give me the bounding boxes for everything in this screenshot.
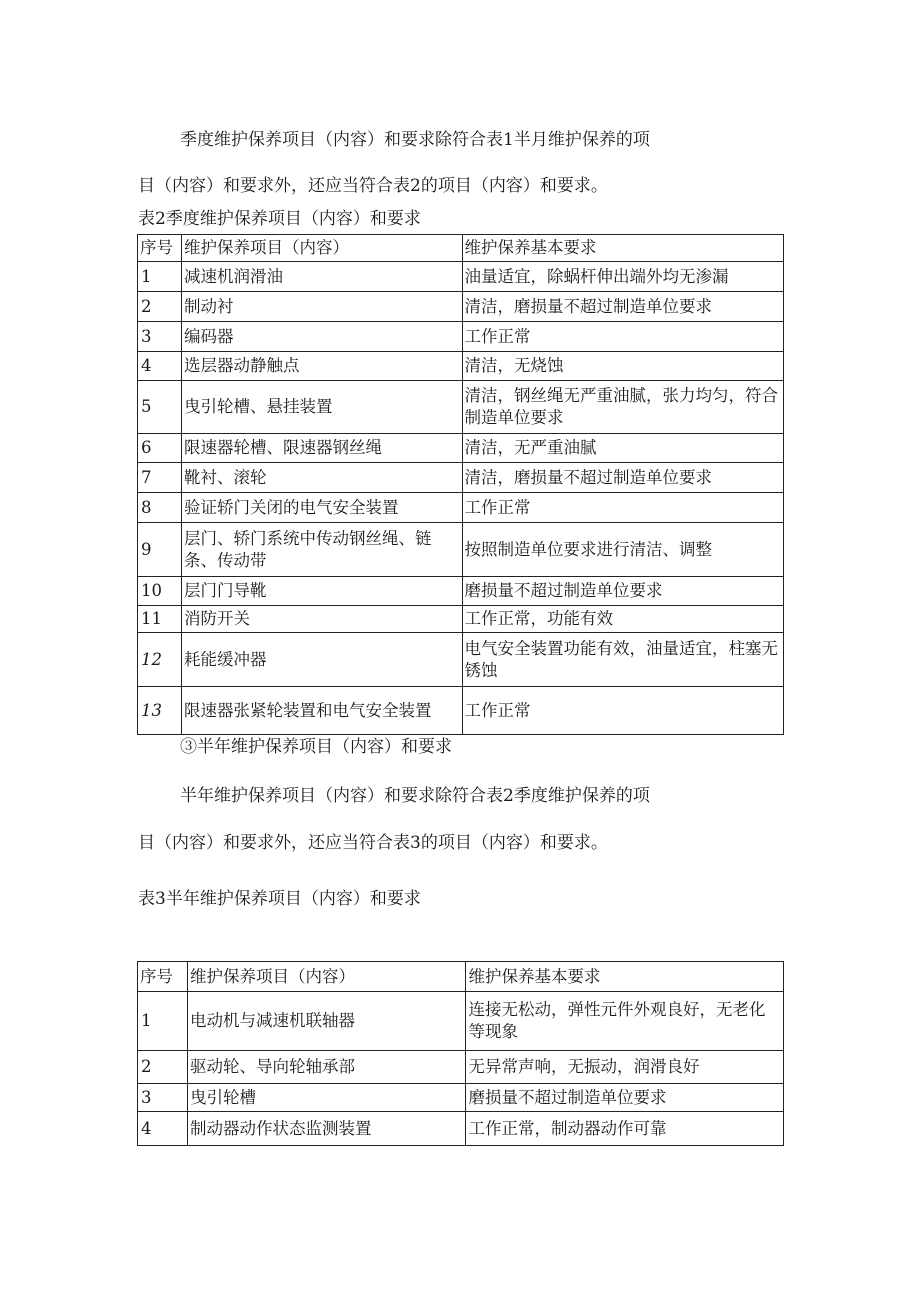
table-row	[138, 262, 784, 292]
row-item: 电动机与减速机联轴器	[187, 992, 466, 1051]
table-row	[138, 523, 784, 577]
table-row	[138, 1051, 784, 1084]
row-requirement: 工作正常	[462, 687, 783, 735]
row-item: 曳引轮槽	[187, 1084, 466, 1112]
row-no: 4	[138, 1112, 188, 1146]
header-requirement: 维护保养基本要求	[466, 962, 784, 992]
table3-caption: 表3半年维护保养项目（内容）和要求	[138, 889, 421, 909]
row-item: 消防开关	[181, 606, 462, 633]
row-requirement: 油量适宜，除蜗杆伸出端外均无渗漏	[462, 262, 783, 292]
row-no: 8	[138, 493, 182, 523]
row-requirement: 清洁，磨损量不超过制造单位要求	[462, 463, 783, 493]
table-row	[138, 687, 784, 735]
table2	[137, 234, 784, 735]
section3-line-2: 目（内容）和要求外，还应当符合表3的项目（内容）和要求。	[138, 833, 608, 853]
header-requirement: 维护保养基本要求	[462, 235, 783, 262]
table-row	[138, 1084, 784, 1112]
header-item: 维护保养项目（内容）	[187, 962, 466, 992]
section3-line-1: 半年维护保养项目（内容）和要求除符合表2季度维护保养的项	[180, 786, 650, 806]
row-requirement: 按照制造单位要求进行清洁、调整	[462, 523, 783, 577]
row-no: 6	[138, 434, 182, 463]
row-item: 限速器张紧轮装置和电气安全装置	[181, 687, 462, 735]
row-item: 选层器动静触点	[181, 352, 462, 381]
table-row	[138, 322, 784, 352]
row-item: 曳引轮槽、悬挂装置	[181, 381, 462, 434]
row-item: 验证轿门关闭的电气安全装置	[181, 493, 462, 523]
intro-line-2: 目（内容）和要求外，还应当符合表2的项目（内容）和要求。	[138, 176, 608, 196]
table-header-row	[138, 235, 784, 262]
table-row	[138, 352, 784, 381]
row-no: 3	[138, 322, 182, 352]
row-no: 11	[138, 606, 182, 633]
row-requirement: 工作正常	[462, 493, 783, 523]
row-no: 2	[138, 1051, 188, 1084]
table-row	[138, 606, 784, 633]
row-item: 层门门导靴	[181, 577, 462, 606]
table-row	[138, 493, 784, 523]
row-requirement: 工作正常，制动器动作可靠	[466, 1112, 784, 1146]
row-requirement: 清洁，磨损量不超过制造单位要求	[462, 292, 783, 322]
intro-line-1: 季度维护保养项目（内容）和要求除符合表1半月维护保养的项	[180, 130, 650, 150]
row-item: 驱动轮、导向轮轴承部	[187, 1051, 466, 1084]
row-no: 12	[138, 633, 182, 687]
row-no: 9	[138, 523, 182, 577]
row-no: 7	[138, 463, 182, 493]
table-row	[138, 381, 784, 434]
row-requirement: 工作正常，功能有效	[462, 606, 783, 633]
row-requirement: 清洁，无烧蚀	[462, 352, 783, 381]
row-no: 3	[138, 1084, 188, 1112]
row-requirement: 磨损量不超过制造单位要求	[462, 577, 783, 606]
row-item: 层门、轿门系统中传动钢丝绳、链条、传动带	[181, 523, 462, 577]
header-no: 序号	[138, 962, 188, 992]
table-header-row	[138, 962, 784, 992]
table3	[137, 961, 784, 1146]
header-item: 维护保养项目（内容）	[181, 235, 462, 262]
table-row	[138, 577, 784, 606]
row-item: 制动器动作状态监测装置	[187, 1112, 466, 1146]
row-no: 10	[138, 577, 182, 606]
row-item: 制动衬	[181, 292, 462, 322]
row-requirement: 无异常声响，无振动，润滑良好	[466, 1051, 784, 1084]
section3-heading: ③半年维护保养项目（内容）和要求	[180, 737, 452, 757]
row-item: 耗能缓冲器	[181, 633, 462, 687]
table2-caption: 表2季度维护保养项目（内容）和要求	[138, 209, 421, 229]
table-row	[138, 992, 784, 1051]
table-row	[138, 463, 784, 493]
row-requirement: 清洁，无严重油腻	[462, 434, 783, 463]
row-requirement: 磨损量不超过制造单位要求	[466, 1084, 784, 1112]
table-row	[138, 633, 784, 687]
row-item: 编码器	[181, 322, 462, 352]
header-no: 序号	[138, 235, 182, 262]
row-requirement: 连接无松动，弹性元件外观良好，无老化等现象	[466, 992, 784, 1051]
row-requirement: 电气安全装置功能有效，油量适宜，柱塞无锈蚀	[462, 633, 783, 687]
row-requirement: 工作正常	[462, 322, 783, 352]
row-no: 4	[138, 352, 182, 381]
row-no: 1	[138, 262, 182, 292]
row-no: 1	[138, 992, 188, 1051]
table-row	[138, 1112, 784, 1146]
row-no: 13	[138, 687, 182, 735]
row-requirement: 清洁，钢丝绳无严重油腻，张力均匀，符合制造单位要求	[462, 381, 783, 434]
row-item: 减速机润滑油	[181, 262, 462, 292]
table-row	[138, 434, 784, 463]
row-no: 5	[138, 381, 182, 434]
row-item: 限速器轮槽、限速器钢丝绳	[181, 434, 462, 463]
row-item: 靴衬、滚轮	[181, 463, 462, 493]
table-row	[138, 292, 784, 322]
row-no: 2	[138, 292, 182, 322]
